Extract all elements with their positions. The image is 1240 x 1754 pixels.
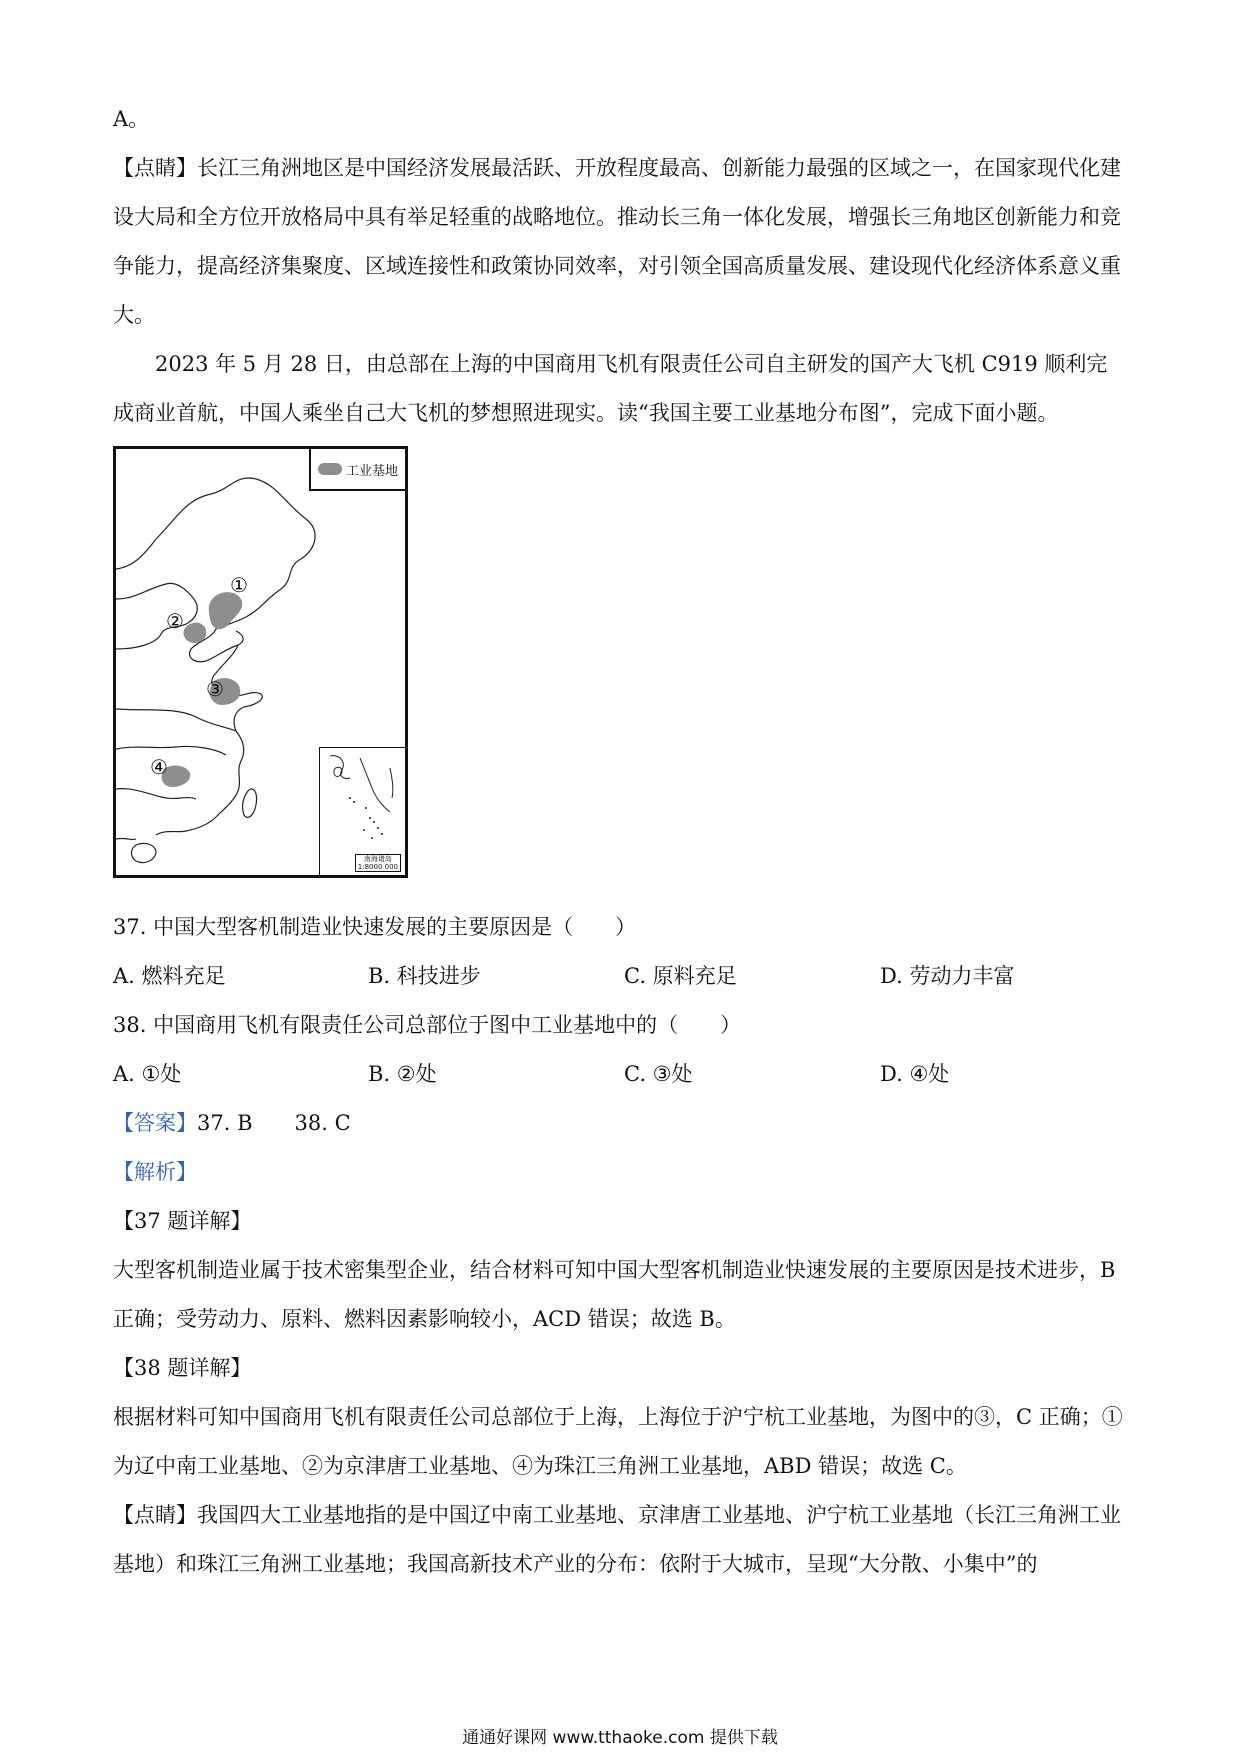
q38-option-a: A. ①处 (113, 1062, 182, 1086)
marker-4: ④ (150, 755, 168, 779)
material-paragraph: 2023 年 5 月 28 日，由总部在上海的中国商用飞机有限责任公司自主研发的国产大飞机 C919 顺利完成商业首航，中国人乘坐自己大飞机的梦想照进现实。读“我国主要工业基地分布图”，完成下面小题。 (113, 352, 1108, 425)
marker-3: ③ (206, 677, 224, 701)
detail38-text: 根据材料可知中国商用飞机有限责任公司总部位于上海，上海位于沪宁杭工业基地，为图中的③，C 正确；①为辽中南工业基地、②为京津唐工业基地、④为珠江三角洲工业基地，ABD 错误；故选 C。 (113, 1405, 1123, 1478)
q37-stem: 37. 中国大型客机制造业快速发展的主要原因是（ ） (113, 915, 637, 939)
industrial-base-map (113, 446, 408, 878)
detail37-label: 【37 题详解】 (113, 1209, 252, 1233)
dianjing2-label: 【点睛】 (113, 1503, 197, 1527)
q37-option-a: A. 燃料充足 (113, 964, 226, 988)
dianjing-paragraph-1 (113, 144, 1123, 340)
answer-line (113, 1099, 1123, 1148)
inset-label: 南海诸岛 1:8000 000 (355, 854, 401, 872)
q37-option-b: B. 科技进步 (368, 964, 481, 988)
q38-option-c: C. ③处 (624, 1062, 693, 1086)
south-china-sea-inset (319, 747, 405, 875)
dianjing2-text: 我国四大工业基地指的是中国辽中南工业基地、京津唐工业基地、沪宁杭工业基地（长江三角洲工业基地）和珠江三角洲工业基地；我国高新技术产业的分布：依附于大城市，呈现“大分散、小集中”的 (113, 1503, 1121, 1576)
q38-option-b: B. ②处 (368, 1062, 437, 1086)
q38-stem: 38. 中国商用飞机有限责任公司总部位于图中工业基地中的（ ） (113, 1013, 742, 1037)
page-footer: 通通好课网 www.tthaoke.com 提供下载 (462, 1728, 778, 1748)
dianjing-text: 长江三角洲地区是中国经济发展最活跃、开放程度最高、创新能力最强的区域之一，在国家现代化建设大局和全方位开放格局中具有举足轻重的战略地位。推动长三角一体化发展，增强长三角地区创新能力和竞争能力，提高经济集聚度、区域连接性和政策协同效率，对引领全国高质量发展、建设现代化经济体系意义重大。 (113, 156, 1121, 327)
legend-label: 工业基地 (345, 463, 398, 479)
q37-option-c: C. 原料充足 (624, 964, 737, 988)
analysis-label: 【解析】 (113, 1160, 197, 1184)
answer-38: 38. C (294, 1111, 351, 1135)
answer-label: 【答案】 (113, 1111, 197, 1135)
map-legend (309, 449, 405, 491)
detail38-label: 【38 题详解】 (113, 1356, 252, 1380)
dianjing-paragraph-2 (113, 1491, 1123, 1589)
previous-answer-end: A。 (113, 107, 150, 131)
marker-1: ① (230, 573, 248, 597)
legend-swatch-icon (318, 463, 342, 475)
dianjing-label: 【点睛】 (113, 156, 197, 180)
q38-option-d: D. ④处 (880, 1062, 950, 1086)
q37-option-d: D. 劳动力丰富 (880, 964, 1015, 988)
detail37-text: 大型客机制造业属于技术密集型企业，结合材料可知中国大型客机制造业快速发展的主要原因是技术进步，B 正确；受劳动力、原料、燃料因素影响较小，ACD 错误；故选 B。 (113, 1258, 1116, 1331)
marker-2: ② (166, 609, 184, 633)
answer-37: 37. B (197, 1111, 253, 1135)
